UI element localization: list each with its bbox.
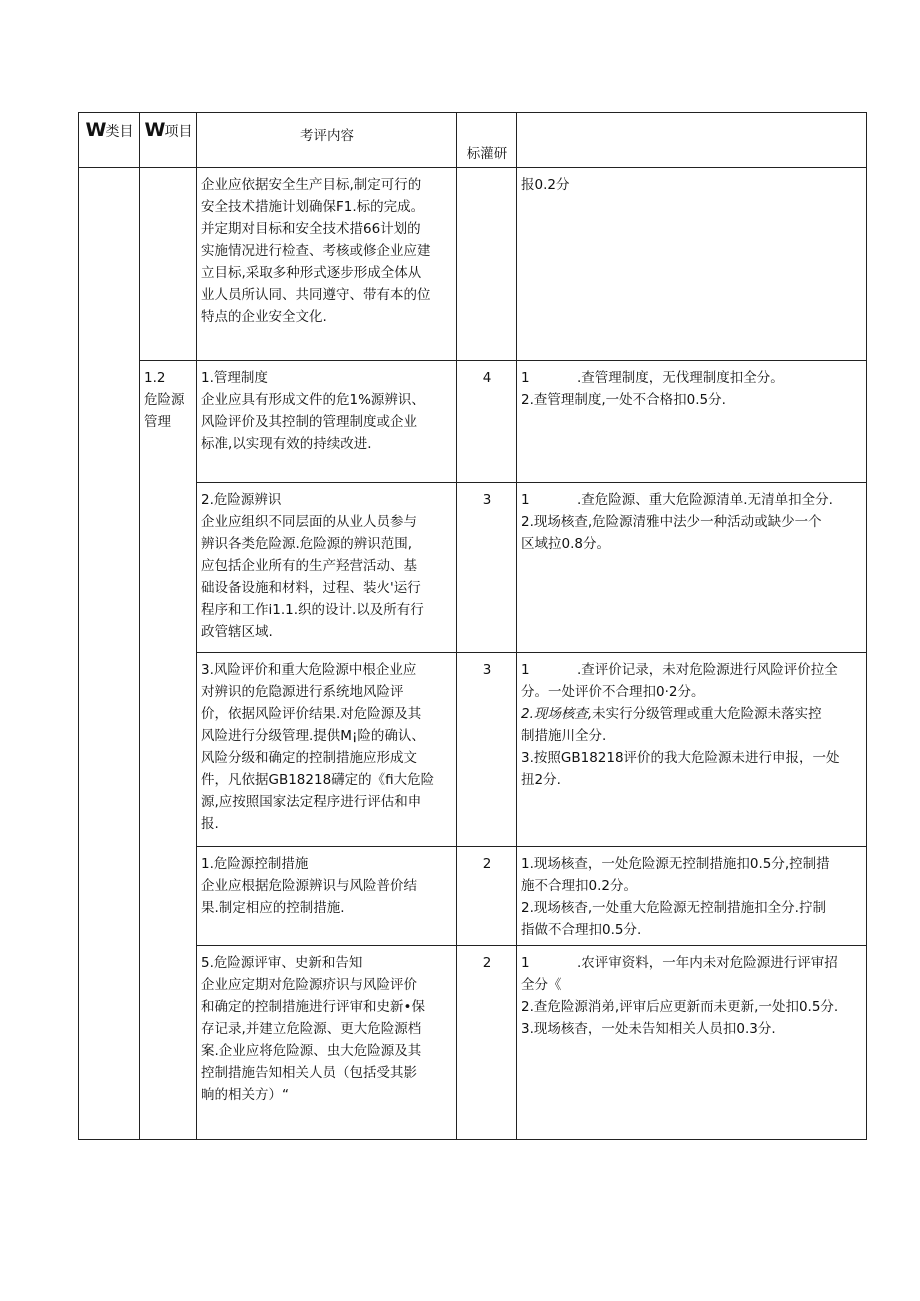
table-row [79,653,867,847]
content-cell: 1.危险源控制措施 企业应根据危险源辨识与风险普价结 果.制定相应的控制措施. [197,847,457,946]
header-method [517,113,867,168]
table-row [79,847,867,946]
header-category: W类目 [79,113,140,168]
method-cell: 1.现场核查，一处危险源无控制措施扣0.5分,控制措 施不合理扣0.2分。 2.现场核杳,一处重大危险源无控制措施扣全分.拧制 指做不合理扣0.5分. [517,847,867,946]
table-row [79,168,867,361]
method-cell: 1 .查管理制度，无伐理制度扣全分。 2.查管理制度,一处不合格扣0.5分. [517,361,867,483]
score-cell: 4 [457,361,517,483]
table-row [79,946,867,1140]
evaluation-table [78,112,867,1140]
score-cell [457,168,517,361]
project-cell: 1.2 危险源 管理 [140,361,197,1140]
table-row [79,361,867,483]
content-cell: 3.风险评价和重大危险源中根企业应 对辨识的危隐源进行系统地风险评 价，依据风险评价结果.对危险源及其 风险进行分级管理.提供M¡险的确认、 风险分级和确定的控制措施应形成文 件，凡依据GB18218礴定的《fi大危险 源,应按照国家法定程序进行评估和申 报. [197,653,457,847]
content-cell: 1.管理制度 企业应具有形成文件的危1%源辨识、 风险评价及其控制的管理制度或企业 标准,以实现有效的持续改进. [197,361,457,483]
table-row [79,483,867,653]
method-cell: 1 .农评审资料，一年内未对危险源进行评审招 全分《 2.查危险源消弟,评审后应更新而未更新,一处扣0.5分. 3.现场核杳，一处未告知相关人员扣0.3分. [517,946,867,1140]
method-cell: 报0.2分 [517,168,867,361]
category-cell [79,168,140,1140]
score-cell: 3 [457,483,517,653]
header-standard-score: 标灌研 [457,113,517,168]
header-project: W项目 [140,113,197,168]
content-cell: 5.危险源评审、史新和告知 企业应定期对危险源疥识与风险评价 和确定的控制措施进行评审和史新•保 存记录,并建立危险源、更大危险源档 案.企业应将危险源、虫大危险源及其 控制措施告知相关人员（包括受其影 晌的相关方）“ [197,946,457,1140]
score-cell: 3 [457,653,517,847]
method-cell: 1 .查危险源、重大危险源清单.无清单扣全分. 2.现场核查,危险源清雅中法少一种活动或缺少一个 区域拉0.8分。 [517,483,867,653]
score-cell: 2 [457,946,517,1140]
method-cell: 1 .查评价记录，未对危险源进行风险评价拉全 分。一处评价不合理扣0·2分。 2.现场核查,未实行分级管理或重大危险源未落实控 制措施川全分. 3.按照GB18218评价的我大危险源未进行申报，一处 扭2分. [517,653,867,847]
score-cell: 2 [457,847,517,946]
content-cell: 2.危险源辨识 企业应组织不同层面的从业人员参与 辨识各类危险源.危险源的辨识范围, 应包括企业所有的生产羟营活动、基 础设备设施和材料，过程、装火'运行 程序和工作i1.1.织的设计.以及所有行 政管辖区域. [197,483,457,653]
header-content: 考评内容 [197,113,457,168]
content-cell: 企业应依据安全生产目标,制定可行的 安全技术措施计划确保F1.标的完成。 并定期对目标和安全技术措66计划的 实施情况进行检查、考核或修企业应建 立目标,采取多种形式逐步形成全体从 业人员所认同、共同遵守、带有本的位 特点的企业安全文化. [197,168,457,361]
header-row [79,113,867,168]
project-cell-empty [140,168,197,361]
